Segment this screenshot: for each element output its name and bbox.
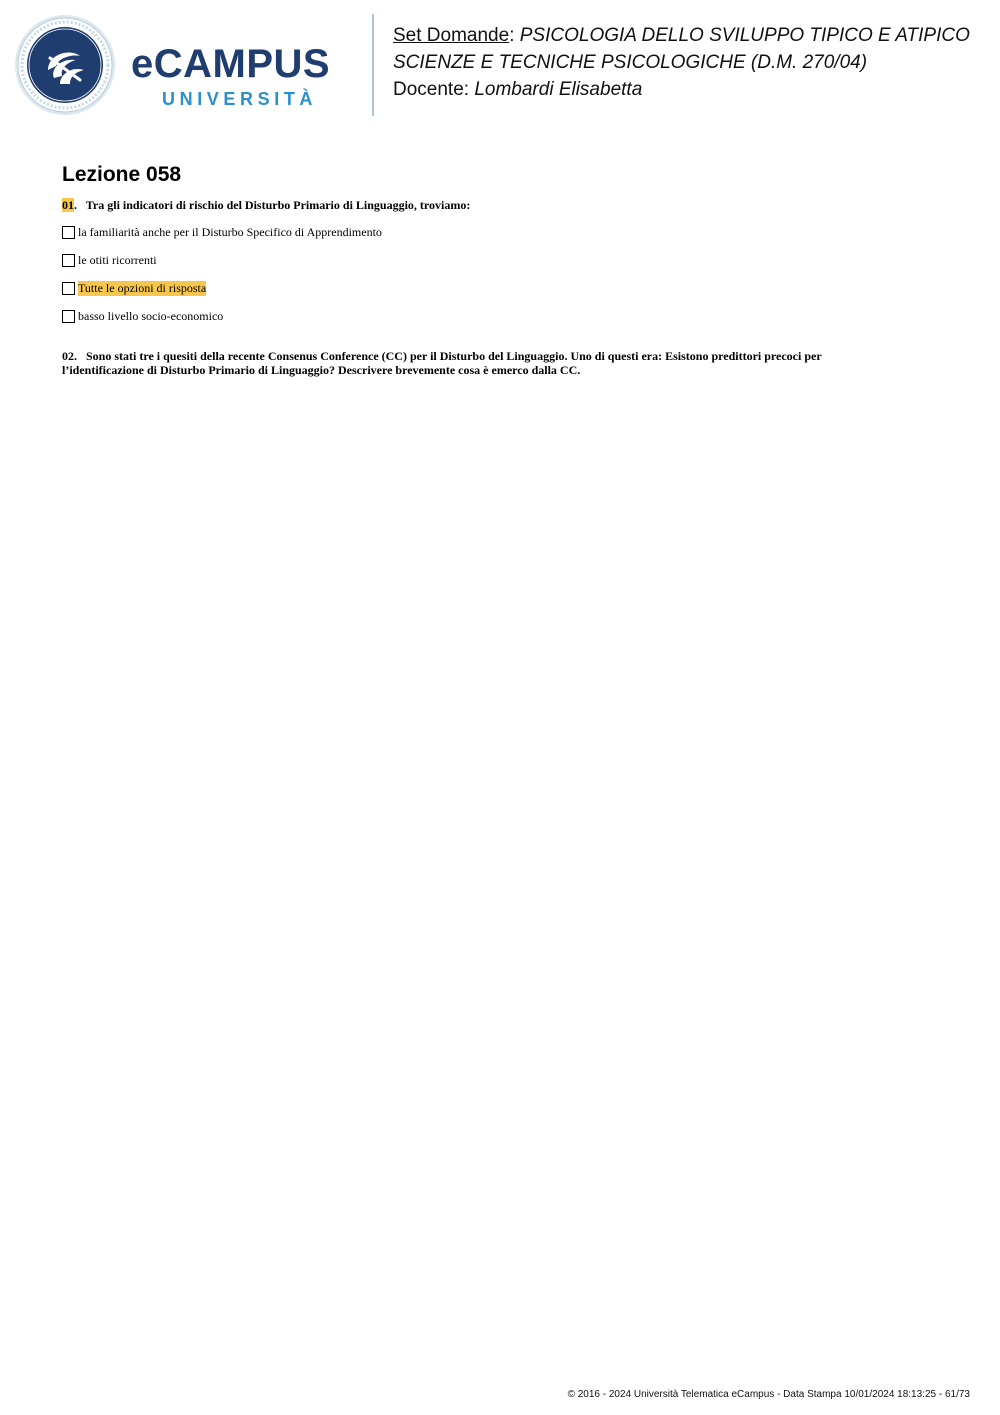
question-text: Sono stati tre i quesiti della recente Consenus Conference (CC) per il Disturbo del Linguaggio. Uno di questi era: Esistono predittori precoci per l’identificazione di Disturbo Primario di Linguaggio? Descrivere brevemente cosa è emerco dalla CC. (62, 349, 822, 377)
universita-wordmark: UNIVERSITÀ (162, 89, 318, 109)
option-label: le otiti ricorrenti (78, 252, 157, 267)
option-label-highlighted: Tutte le opzioni di risposta (78, 280, 207, 295)
checkbox[interactable] (62, 226, 75, 239)
answer-option-4[interactable] (62, 308, 223, 324)
lesson-title: Lezione 058 (62, 163, 182, 186)
page-header (0, 0, 1000, 130)
page-footer: © 2016 - 2024 Università Telematica eCampus - Data Stampa 10/01/2024 18:13:25 - 61/73 (567, 1389, 970, 1400)
option-label: basso livello socio-economico (78, 308, 224, 323)
header-divider (372, 14, 374, 116)
checkbox[interactable] (62, 254, 75, 267)
teacher-label: Docente: (393, 79, 475, 100)
ecampus-wordmark: eCAMPUS (131, 42, 331, 86)
answer-option-2[interactable] (62, 252, 157, 268)
question-01: 01. Tra gli indicatori di rischio del Disturbo Primario di Linguaggio, troviamo: (62, 198, 471, 212)
course-title: PSICOLOGIA DELLO SVILUPPO TIPICO E ATIPICO (519, 25, 970, 46)
course-line (393, 22, 993, 49)
checkbox[interactable] (62, 282, 75, 295)
set-label: Set Domande (393, 25, 510, 46)
answer-option-1[interactable] (62, 224, 382, 240)
teacher-name: Lombardi Elisabetta (474, 79, 643, 100)
question-text: Tra gli indicatori di rischio del Disturbo Primario di Linguaggio, troviamo: (85, 198, 471, 212)
option-label: la familiarità anche per il Disturbo Specifico di Apprendimento (78, 224, 382, 239)
header-info (393, 22, 993, 103)
ecampus-seal-logo (14, 14, 116, 116)
teacher-line (393, 76, 993, 103)
answer-option-3[interactable] (62, 280, 206, 296)
question-number: 01 (62, 198, 74, 212)
program-line (393, 49, 993, 76)
question-number: 02 (62, 349, 74, 363)
course-program: SCIENZE E TECNICHE PSICOLOGICHE (D.M. 270/04) (393, 52, 868, 73)
set-separator: : (509, 25, 520, 46)
question-02: 02. Sono stati tre i quesiti della recente Consenus Conference (CC) per il Disturbo del Linguaggio. Uno di questi era: Esistono predittori precoci per l’identificazione di Disturbo Primario di Linguaggio? Descrivere brevemente cosa è emerco dalla CC. (62, 349, 822, 377)
checkbox[interactable] (62, 310, 75, 323)
